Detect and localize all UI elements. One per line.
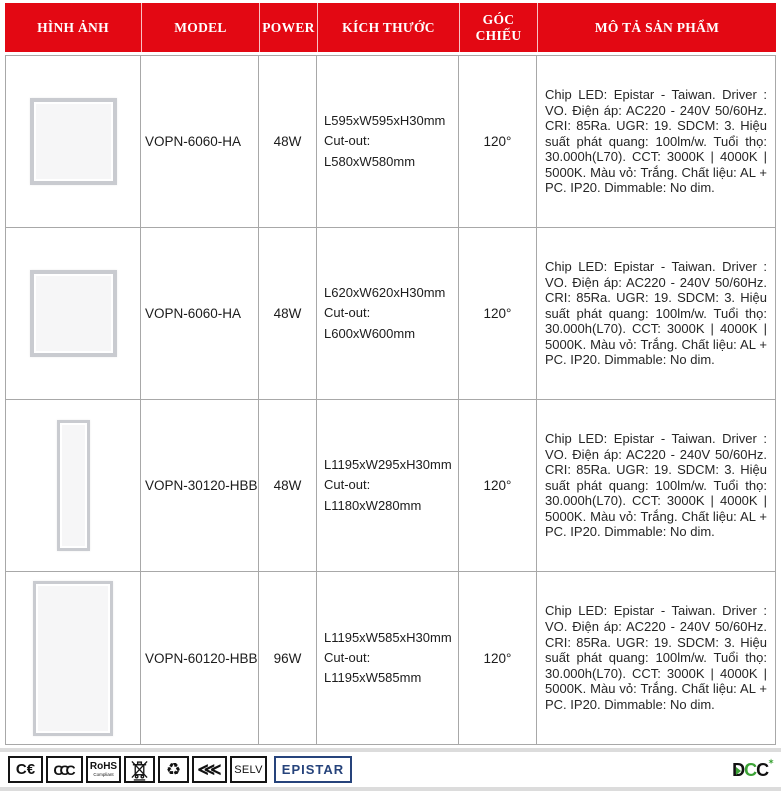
- product-panel-image: [30, 98, 117, 185]
- dcc-brand-logo: [732, 758, 773, 780]
- description-cell: [537, 56, 775, 228]
- image-cell: [6, 56, 141, 228]
- product-spec-table: [5, 3, 776, 745]
- description-text: Chip LED: Epistar - Taiwan. Driver : VO. Điện áp: AC220 - 240V 50/60Hz. CRI: 85Ra. UGR: 19. SDCM: 3. Hiệu suất phát quang: 100lm/w. Tuổi thọ: 30.000h(L70). CCT: 3000K | 4000K | 5000K. Màu vỏ: Trắng. Chất liệu: AL + PC. IP20. Dimmable: No dim.: [545, 86, 767, 196]
- table-body: [5, 55, 776, 745]
- beam-angle-cell: 120°: [459, 228, 537, 400]
- dimension-line: L1195xW585xH30mm: [324, 629, 452, 645]
- cutout-line: Cut-out: L1195xW585mm: [324, 649, 422, 686]
- rohs-label: RoHS: [89, 760, 118, 772]
- catalog-page: [0, 3, 781, 796]
- ce-mark-icon: C€: [8, 756, 43, 783]
- header-model: MODEL: [141, 3, 259, 52]
- power-cell: 96W: [259, 572, 317, 744]
- certification-footer: [0, 753, 781, 786]
- image-cell: [6, 572, 141, 744]
- divider-rule: [0, 787, 781, 791]
- product-panel-image: [57, 420, 90, 551]
- weee-crossed-bin-icon: [124, 756, 155, 783]
- logo-letter-c1: C: [744, 759, 757, 780]
- divider-rule: [0, 748, 781, 752]
- chevron-arrows-icon: ⋘: [192, 756, 227, 783]
- ccc-mark-icon: CCC: [46, 756, 83, 783]
- logo-star-icon: ✶: [768, 758, 773, 766]
- rohs-mark-icon: [86, 756, 121, 783]
- description-cell: [537, 400, 775, 572]
- dimensions-cell: [317, 572, 459, 744]
- beam-angle-cell: 120°: [459, 56, 537, 228]
- image-cell: [6, 400, 141, 572]
- recycle-icon: ♻: [158, 756, 189, 783]
- dimension-line: L620xW620xH30mm: [324, 285, 446, 301]
- certification-marks: [8, 756, 352, 783]
- header-dimensions: KÍCH THƯỚC: [317, 3, 459, 52]
- power-cell: 48W: [259, 56, 317, 228]
- rohs-compliant-label: Compliant: [93, 771, 114, 777]
- cutout-line: Cut-out: L600xW600mm: [324, 305, 416, 341]
- product-panel-image: [30, 270, 117, 357]
- header-power: POWER: [259, 3, 317, 52]
- power-cell: 48W: [259, 400, 317, 572]
- selv-mark: SELV: [230, 756, 267, 783]
- header-beam-angle: GÓC CHIẾU: [459, 3, 537, 52]
- product-panel-image: [33, 581, 113, 736]
- dimensions-cell: [317, 228, 459, 400]
- description-cell: [537, 228, 775, 400]
- logo-letter-d: D: [732, 759, 745, 780]
- table-header-row: [5, 3, 776, 52]
- dimension-line: L1195xW295xH30mm: [324, 457, 452, 473]
- image-cell: [6, 228, 141, 400]
- description-text: Chip LED: Epistar - Taiwan. Driver : VO. Điện áp: AC220 - 240V 50/60Hz. CRI: 85Ra. UGR: 19. SDCM: 3. Hiệu suất phát quang: 100lm/w. Tuổi thọ: 30.000h(L70). CCT: 3000K | 4000K | 5000K. Màu vỏ: Trắng. Chất liệu: AL + PC. IP20. Dimmable: No dim.: [545, 603, 767, 712]
- header-image: HÌNH ẢNH: [5, 3, 141, 52]
- dimensions-cell: [317, 56, 459, 228]
- beam-angle-cell: 120°: [459, 572, 537, 744]
- dimensions-cell: [317, 400, 459, 572]
- model-cell: VOPN-60120-HBB: [141, 572, 259, 744]
- dimension-line: L595xW595xH30mm: [324, 113, 446, 129]
- power-cell: 48W: [259, 228, 317, 400]
- logo-letter-c2: C: [756, 759, 769, 780]
- model-cell: VOPN-6060-HA: [141, 56, 259, 228]
- model-cell: VOPN-6060-HA: [141, 228, 259, 400]
- model-cell: VOPN-30120-HBB: [141, 400, 259, 572]
- beam-angle-cell: 120°: [459, 400, 537, 572]
- header-description: MÔ TẢ SẢN PHẨM: [537, 3, 776, 52]
- cutout-line: Cut-out: L580xW580mm: [324, 133, 416, 169]
- description-cell: [537, 572, 775, 744]
- description-text: Chip LED: Epistar - Taiwan. Driver : VO. Điện áp: AC220 - 240V 50/60Hz. CRI: 85Ra. UGR: 19. SDCM: 3. Hiệu suất phát quang: 100lm/w. Tuổi thọ: 30.000h(L70). CCT: 3000K | 4000K | 5000K. Màu vỏ: Trắng. Chất liệu: AL + PC. IP20. Dimmable: No dim.: [545, 430, 767, 540]
- description-text: Chip LED: Epistar - Taiwan. Driver : VO. Điện áp: AC220 - 240V 50/60Hz. CRI: 85Ra. UGR: 19. SDCM: 3. Hiệu suất phát quang: 100lm/w. Tuổi thọ: 30.000h(L70). CCT: 3000K | 4000K | 5000K. Màu vỏ: Trắng. Chất liệu: AL + PC. IP20. Dimmable: No dim.: [545, 258, 767, 368]
- epistar-badge: EPISTAR: [274, 756, 352, 783]
- cutout-line: Cut-out: L1180xW280mm: [324, 477, 422, 513]
